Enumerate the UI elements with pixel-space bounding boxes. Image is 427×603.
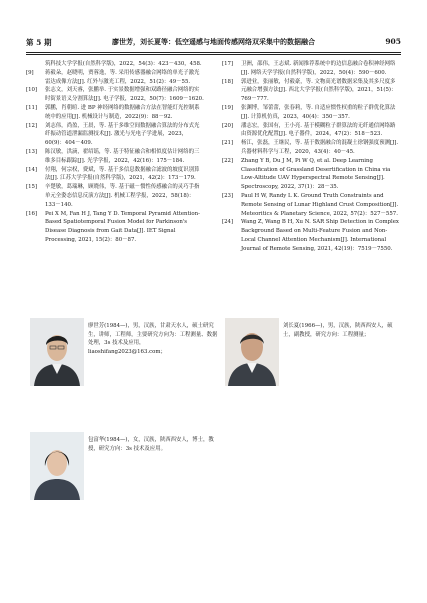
page-header xyxy=(26,37,401,49)
reference-item: [17] 卫洲，邵伟，王志斌. 新闻推荐系统中的边信息融合卷积神经网络[J]. 网络天学学报(自然科学版)，2022，50(4)：590－600. xyxy=(222,61,396,76)
reference-item: [19] 张渊博，邹蕾蕾，张春莉，等. 自适应惯性权重的粒子群优化算法[J]. 计算机仿真，2023，40(4)：350－357. xyxy=(222,104,396,120)
references-left-column xyxy=(26,60,204,245)
reference-item: [22] Zhang Y B, Du J M, Pi W Q, et al. Deep Learning Classification of Grassland Desertification in China via Low-Altitude UAV Hyperspectral Remote Sensing[J]. Spectroscopy, 2022, 37(1)：28－35. xyxy=(222,157,391,191)
reference-item: [16] Pei X M, Fan H J, Tang Y D. Temporal Pyramid Attention-Based Spatiotemporal Fusion Model for Parkinson's Disease Diagnosis from Gait Data[J]. IET Signal Processing, 2021, 15(2)：80－87. xyxy=(26,210,200,243)
reference-item: [21] 杨江，张磊，王继民，等. 基于数据融合的混凝土徐钢强度预测[J]. 兵器材料科学与工程，2020，43(4)：40－45. xyxy=(222,140,399,155)
author-portrait-icon xyxy=(30,432,84,500)
author-portrait-icon xyxy=(225,318,279,386)
author-bio: 廖世芳(1984—)，男，汉族，甘肃天水人，硕士研究生，讲师，工程师，主要研究方向为：工程测量、数据处理，3s 技术及应用，liaoshifang2023@163.com； xyxy=(88,323,218,355)
reference-item: [13] 陈汉敏，洪滴，翟绍谣，等. 基于特征融合和相似度估计网络的三维多目标跟踪[J]. 光学学报，2022，42(16)：175－184. xyxy=(26,148,200,164)
reference-item: [15] 辛楚敏，葛瑞琳，顾晓伟，等. 基于磁－惯性传感融合的灵巧手指单元全姿态信息反演方法[J]. 机械工程学报，2022，58(18)：133－140. xyxy=(26,184,200,208)
reference-item: [18] 郭进业，张丽敏，付毅豪，等. 文物高光谱数据采集及其多尺度多元融合增强方法[J]. 西北大学学报(自然科学版)，2021，51(5)：769－777. xyxy=(222,78,397,103)
running-title: 廖世芳，刘长夏等：低空遥感与地面传感网络双采集中的数据融合 xyxy=(112,37,315,46)
reference-item: [9] 蒋毅朵，赵晓明，贾蓉逸，等. 采用传感器融合网络的单光子激光雷达成像方法[J]. 红外与激光工程，2022，51(2)：49－55. xyxy=(26,69,200,85)
reference-item: [20] 潘志宏，张国有，王小亮. 基于模糊粒子群算法的无纤通信网络路由资源优化配置[J]. 电子器件，2024，47(2)：518－523. xyxy=(222,122,396,138)
author-bio: 包富华(1984—)，女，汉族，陕西西安人，博士，教授，研究方向：3s 技术及应用。 xyxy=(88,437,214,452)
author-photo xyxy=(30,432,84,500)
issue-number: 第 5 期 xyxy=(26,38,52,47)
author-portrait-icon xyxy=(30,318,84,386)
reference-item: [14] 付翔，何宗权，费斌，等. 基于多信息数据融合滤波的坡度识别算法[J]. 江苏大学学报(自然科学版)，2021，42(2)：173－179. xyxy=(26,166,200,182)
reference-item: [24] Wang Z, Wang B H, Xu N. SAR Ship Detection in Complex Background Based on Multi-Feature Fusion and Non-Local Channel Attention Mechanism[J]. International Journal of Remote Sensing, 2021, 42(19)：7519－7550. xyxy=(222,219,399,252)
author-bio: 刘长夏(1966—)，男，汉族，陕西西安人，硕士，副教授，研究方向：工程测量； xyxy=(283,323,393,338)
author-photo xyxy=(30,318,84,386)
author-photo xyxy=(225,318,279,386)
reference-item: 筑科技大学学报(自然科学版)，2022，54(3)：423－430，458. xyxy=(45,61,202,67)
page-number: 905 xyxy=(385,37,401,46)
reference-item: [11] 郭鹏，肖朝暄. 进 BP 神经网络的数据融合方法在智能灯光控制系统中的应用[J]. 机械设计与制造，2022(9)：88－92. xyxy=(26,104,200,120)
reference-item: [10] 张志文，刘天睿，张鹏举. 于实景数据增强和双路径融合网络的实时街景语义分割算法[J]. 电子学报，2022，50(7)：1609－1620. xyxy=(26,87,204,103)
header-rule xyxy=(26,52,401,53)
header-rule xyxy=(26,54,401,55)
references-right-column xyxy=(222,60,400,254)
reference-item: [12] 刘志伟，尚盈，王晨，等. 基于多维空间数据融合算法的分布式光纤振动管道泄漏监测技术[J]. 激光与光电子学进展，2023，60(9)：404－409. xyxy=(26,122,200,147)
reference-item: [23] Paul H W, Randy L K. Ground Truth Constraints and Remote Sensing of Lunar Highland Crust Composition[J]. Meteoritics & Planetary Science, 2022, 57(2)：527－557. xyxy=(222,192,399,217)
